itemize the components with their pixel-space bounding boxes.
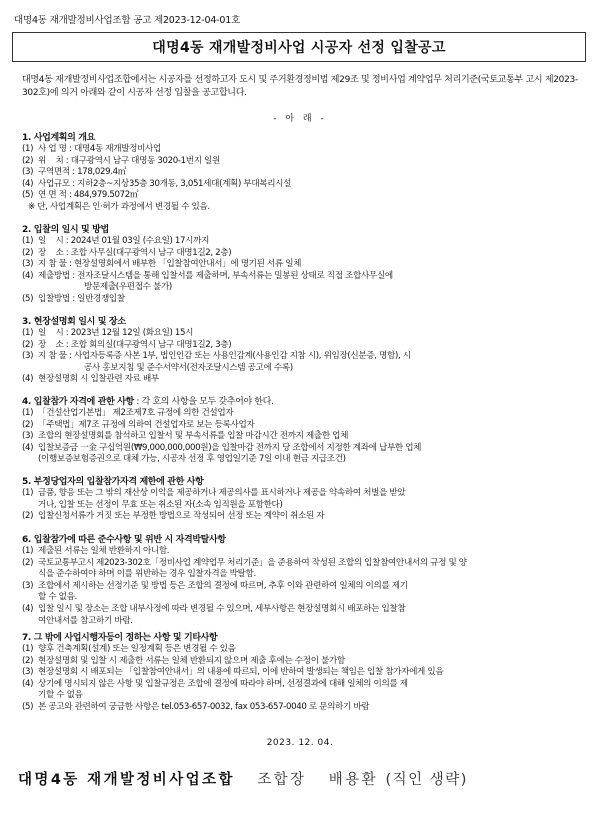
list-item-continuation: 여안내서를 참고하기 바람. (38, 615, 133, 626)
list-item: (3) 조합에서 제시하는 선정기준 및 방법 등은 조합의 결정에 따르며, 추후 이와 관련하여 일체의 이의를 제기 (22, 580, 408, 591)
list-item-continuation: 방문제출(우편접수 불가) (84, 282, 172, 293)
list-item: (4) 제출방법 : 전자조달시스템을 통해 입찰서를 제출하며, 부속서류는 밀봉된 상태로 직접 조합사무실에 (22, 270, 393, 281)
list-item: (4) 현장설명회 시 입찰관련 자료 배부 (22, 374, 159, 385)
list-item: (2) 장 소 : 조합 회의실(대구광역시 남구 대명1길2, 3층) (22, 339, 232, 350)
list-item: (5) 연 면 적 : 484,979.5072㎡ (22, 190, 139, 201)
section-heading: 6. 입찰참가에 따른 준수사항 및 위반 시 자격박탈사항 (22, 535, 226, 545)
section-heading: 4. 입찰참가 자격에 관한 사항 : 각 호의 사항을 모두 갖추어야 한다. (22, 397, 274, 407)
signatory-name: 배용환 (328, 772, 379, 788)
list-item: (1) 사 업 명 : 대명4동 재개발정비사업 (22, 144, 161, 154)
section-heading: 1. 사업계획의 개요 (22, 133, 95, 143)
list-item: (3) 지 참 물 : 현장설명회에서 배부한 「입찰참여안내서」에 명기된 서류 일체 (22, 259, 302, 270)
list-item: (2) 「주택법」제7조 규정에 의하여 건설업자로 보는 등록사업자 (22, 419, 255, 430)
list-item-continuation: 공사 홍보지침 및 준수서약서(전자조달시스템 공고에 수록) (84, 362, 293, 373)
list-item: (1) 금품, 향응 또는 그 밖의 재산상 이익을 제공하거나 제공의사를 표시하거나 제공을 약속하여 처벌을 받았 (22, 488, 406, 498)
list-item: (1) 일 시 : 2023년 12월 12일 (화요일) 15시 (22, 328, 194, 338)
list-item: (2) 입찰신청서류가 거짓 또는 부정한 방법으로 작성되어 선정 또는 계약이 취소된 자 (22, 511, 325, 522)
list-item-continuation: 거나, 입찰 또는 선정이 무효 또는 취소된 자(소속 임직원을 포함한다) (38, 499, 283, 510)
seal-omitted-note: (직인 생략) (385, 772, 468, 788)
section-heading: 5. 부정당업자의 입찰참가자격 제한에 관한 사항 (22, 477, 204, 487)
section-eligibility (22, 396, 584, 466)
list-item-continuation: 식을 준수하여야 하며 이를 위반하는 경우 입찰자격을 박탈함. (38, 569, 256, 580)
list-item: (2) 장 소 : 조합 사무실(대구광역시 남구 대명1길2, 2층) (22, 247, 232, 258)
section-other-matters (22, 632, 584, 714)
notice-date: 2023. 12. 04. (266, 738, 334, 748)
list-item: (4) 입찰보증금 一金 구십억원(₩9,000,000,000원)을 입찰마감 전까지 당 조합에서 지정한 계좌에 납부한 업체 (22, 442, 422, 453)
intro-paragraph: 대명4동 재개발정비사업조합에서는 시공자를 선정하고자 도시 및 주거환경정비법 제29조 및 정비사업 계약업무 처리기준(국토교통부 고시 제2023-302호)에 의거 아래와 같이 시공자 선정 입찰을 공고합니다. (22, 75, 578, 98)
list-item: (1) 향후 건축계획(설계) 또는 일정계획 등은 변경될 수 있음 (22, 644, 236, 654)
list-item: (1) 「건설산업기본법」 제2조제7호 규정에 의한 건설업자 (22, 408, 234, 418)
list-item: (4) 상기에 명시되지 않은 사항 및 입찰규정은 조합에 결정에 따라야 하며, 선정결과에 대해 일체의 이의를 제 (22, 678, 408, 689)
list-item: (2) 현장설명회 및 입찰 시 제출한 서류는 일체 반환되지 않으며 제출 후에는 수정이 불가함 (22, 655, 345, 666)
note-text: ※ 단, 사업계획은 인·허가 과정에서 변경될 수 있음. (28, 201, 210, 212)
section-heading: 3. 현장설명회 일시 및 장소 (22, 317, 126, 327)
list-item: (5) 입찰방법 : 일반경쟁입찰 (22, 293, 125, 304)
section-heading: 7. 그 밖에 사업시행자등이 정하는 사항 및 기타사항 (22, 633, 218, 643)
list-item: (3) 구역면적 : 178,029.4㎡ (22, 167, 126, 178)
section-bid-schedule (22, 224, 584, 306)
list-item: (1) 제출된 서류는 일체 반환하지 아니함. (22, 546, 170, 556)
list-item-continuation: 할 수 없음. (38, 592, 77, 603)
list-item: (4) 사업규모 : 지하2층~지상35층 30개동, 3,051세대(계획) 부대복리시설 (22, 178, 292, 189)
list-item: (1) 일 시 : 2024년 01월 03일 (수요일) 17시까지 (22, 236, 210, 246)
section-divider: - 아 래 - (273, 114, 327, 124)
list-item-continuation: 기할 수 없음 (38, 690, 83, 701)
list-item: (3) 조합의 현장설명회를 참석하고 입찰서 및 부속서류를 입찰 마감시간 전까지 제출한 업체 (22, 431, 349, 442)
section-site-briefing (22, 316, 584, 386)
list-item: (4) 입찰 일시 및 장소는 조합 내부사정에 따라 변경될 수 있으며, 세부사항은 현장설명회시 배포하는 입찰참 (22, 603, 406, 614)
list-item: (5) 본 공고와 관련하여 궁금한 사항은 tel.053-657-0032, fax 053-657-0040 로 문의하기 바람 (22, 701, 370, 712)
list-item-continuation: (이행보증보험증권으로 대체 가능, 시공자 선정 후 영업일기준 7일 이내 현금 지급조건) (38, 454, 346, 465)
notice-number: 대명4동 재개발정비사업조합 공고 제2023-12-04-01호 (14, 15, 241, 26)
list-item: (3) 지 참 물 : 사업자등록증 사본 1부, 법인인감 또는 사용인감계(사용인감 지참 시), 위임장(신분증, 명함), 시 (22, 351, 411, 362)
list-item: (3) 현장설명회 시 배포되는 「입찰참여안내서」의 내용에 따르되, 이에 반하여 발생되는 책임은 입찰 참가자에게 있음 (22, 667, 444, 678)
signatory-role: 조합장 (257, 772, 307, 788)
list-item: (2) 국토교통부고시 제2023-302호「정비사업 계약업무 처리기준」을 준용하여 작성된 조합의 입찰참여안내서의 규정 및 양 (22, 557, 467, 568)
title-box (12, 32, 586, 62)
organization-name: 대명4동 재개발정비사업조합 (18, 772, 235, 788)
page-title: 대명4동 재개발정비사업 시공자 선정 입찰공고 (152, 40, 446, 56)
section-restrictions (22, 476, 584, 523)
list-item: (2) 위 치 : 대구광역시 남구 대명동 3020-1번지 일원 (22, 155, 220, 166)
section-compliance (22, 534, 584, 627)
signature-line (18, 768, 468, 789)
section-heading: 2. 입찰의 일시 및 방법 (22, 225, 109, 235)
section-business-plan (22, 132, 584, 214)
